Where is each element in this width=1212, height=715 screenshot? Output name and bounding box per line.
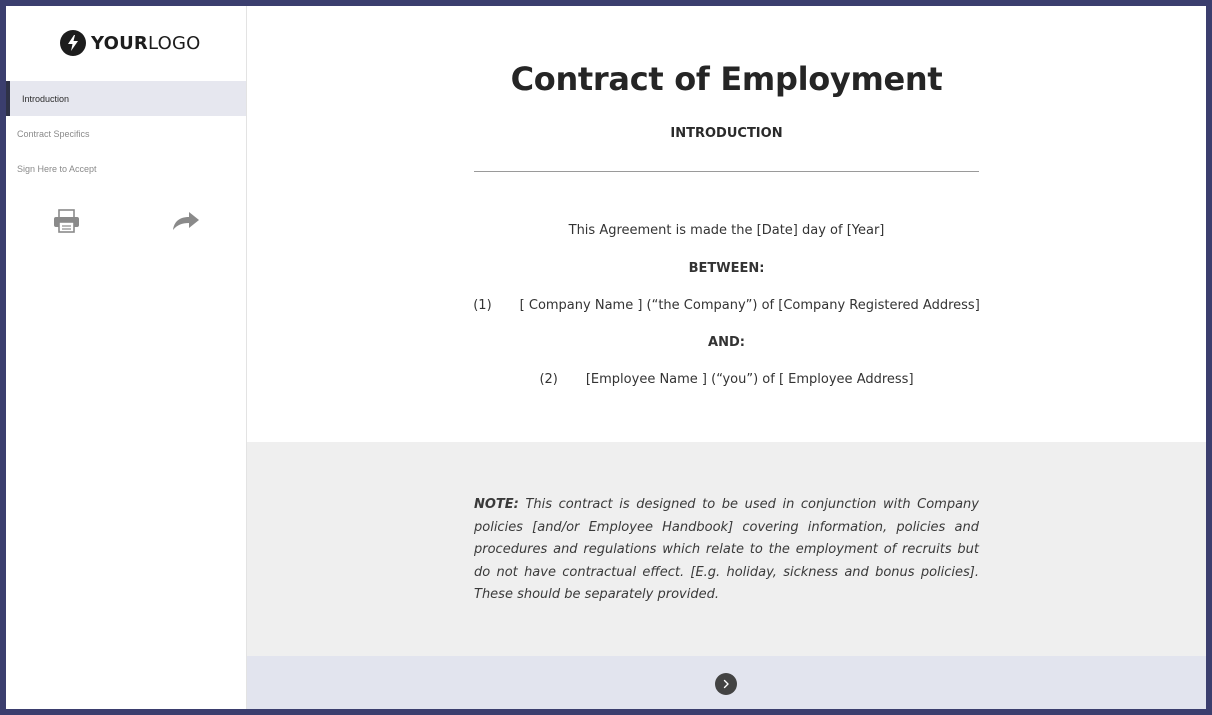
logo-text <box>91 33 200 54</box>
note-body: This contract is designed to be used in conjunction with Company policies [and/or Employee Handbook] covering information, policies and procedures and regulations which relate to the employment of recruits but do not have contractual effect. [E.g. holiday, sickness and bonus policies]. These should be separately provided. <box>474 497 979 602</box>
printer-icon[interactable] <box>53 209 80 238</box>
party-2-text: [Employee Name ] (“you”) of [ Employee Address] <box>585 372 914 387</box>
party-2-number: (2) <box>539 372 558 387</box>
section-heading: INTRODUCTION <box>670 126 783 141</box>
party-1-text: [ Company Name ] (“the Company”) of [Company Registered Address] <box>519 298 980 313</box>
sidebar-item-sign-here[interactable] <box>6 151 246 186</box>
party-1-number: (1) <box>473 298 492 313</box>
app-frame <box>6 6 1206 709</box>
document-page <box>247 6 1206 442</box>
page-title: Contract of Employment <box>510 60 943 98</box>
sidebar-tools <box>6 206 246 236</box>
party-1 <box>247 298 1206 313</box>
navigation-bar <box>247 656 1206 709</box>
logo-text-light: LOGO <box>147 32 201 54</box>
lightning-bolt-icon <box>60 30 86 56</box>
and-label <box>247 335 1206 350</box>
sidebar-item-introduction[interactable] <box>6 81 246 116</box>
agreement-line: This Agreement is made the [Date] day of [Year] <box>568 223 885 238</box>
sidebar-item-label: Contract Specifics <box>17 128 90 139</box>
between-label <box>247 261 1206 276</box>
sidebar-item-label: Introduction <box>22 93 70 104</box>
note-label: NOTE: <box>474 497 519 512</box>
main-content <box>247 6 1206 709</box>
sidebar-item-label: Sign Here to Accept <box>17 163 97 174</box>
sidebar-item-contract-specifics[interactable] <box>6 116 246 151</box>
chevron-right-icon <box>721 679 731 689</box>
logo-text-bold: YOUR <box>91 32 148 54</box>
divider <box>474 171 979 172</box>
sidebar <box>6 6 247 709</box>
note-text <box>474 494 979 607</box>
between-label-text: BETWEEN: <box>688 261 765 276</box>
and-label-text: AND: <box>708 335 745 350</box>
party-2 <box>247 372 1206 387</box>
sidebar-nav <box>6 81 246 186</box>
logo <box>60 29 200 57</box>
note-section <box>247 442 1206 656</box>
share-arrow-icon[interactable] <box>173 212 199 235</box>
next-page-button[interactable] <box>715 673 737 695</box>
